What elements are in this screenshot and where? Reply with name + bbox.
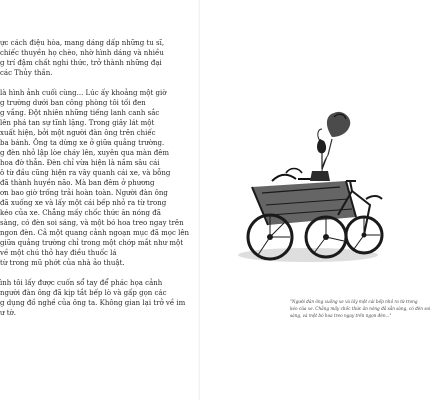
text-line: ình tôi lấy được cuốn sổ tay để phác họa cảnh [0,279,163,287]
text-line: ư tờ. [0,309,16,317]
text-line: người đàn ông đã kịp tắt bếp lò và gấp gọn các [0,289,167,297]
bouquet [322,112,350,171]
text-line: ngon đèn. Cả một quang cảnh ngoạn mục đã mọc lên [0,229,190,237]
caption-line: "Người đàn ông xuống xe và lấy một cái bếp nhỏ ra từ trong [290,299,418,304]
text-line: về một chú thỏ hay điều thuốc lá [0,249,117,257]
text-line: g đèn nhỏ lập lòe cháy lên, xuyên qua màn đêm [0,149,170,157]
text-line: đã xuống xe và lấy một cái bếp nhỏ ra từ trong [0,199,167,207]
text-line: kéo của xe. Chẳng mấy chốc thức ăn nóng đã [0,209,161,217]
text-line: đã thành huyền não. Mà ban đêm ở phương [0,179,155,187]
text-line: xuất hiện, bởi một người đàn ông trên chiếc [0,129,156,137]
text-line: hoa đờ thẫn. Đèn chỉ vừa hiện là nắm sâu cái [0,159,160,167]
text-line: các Thủy thần. [0,69,53,77]
text-line: từ trong mũ phớt của nhà ảo thuật. [0,259,125,267]
caption-line: kéo của xe. Chẳng mấy chốc thức ăn nóng đã sẵn sàng, có đèn soi [290,306,430,311]
body-text [0,0,200,400]
text-line: g trường dưới ban công phòng tôi tối đen [0,99,146,107]
cart-illustration [228,95,388,270]
text-line: g dụng đồ nghề của ông ta. Không gian lại trở về im [0,299,186,307]
text-line: ô từ đầu cũng hiện ra vây quanh cái xe, và bỗng [0,169,171,177]
caption-line: sáng, và một bó hoa treo ngay trên ngọn đèn..." [290,313,392,318]
text-line: chiếc thuyền họ chèo, nhờ hình dáng và nhiều [0,49,164,57]
illustration-caption [290,298,430,319]
text-line: ba bánh. Ông ta dừng xe ở giữa quảng trường. [0,139,165,147]
text-line: giữa quảng trường chỉ trong một chớp mắt như một [0,239,184,247]
text-line: là hình ảnh cuối cùng... Lúc ấy khoảng một giờ [0,89,167,97]
text-line: g trí đậm chất nghi thức, trở thành những đại [0,59,162,67]
text-line: lên phá tan sự tĩnh lặng. Trong giây lát một [0,119,155,127]
text-line: sàng, có đèn soi sáng, và một bó hoa treo ngay trên [0,219,184,227]
text-line: g vắng. Đột nhiên những tiếng lanh canh sắc [0,109,160,117]
text-line: ực cách điệu hòa, mang dáng dấp những tu sĩ, [0,39,165,47]
left-page [0,0,200,400]
text-line: ơn bao giờ trống trải hoàn toàn. Người đàn ông [0,189,168,197]
